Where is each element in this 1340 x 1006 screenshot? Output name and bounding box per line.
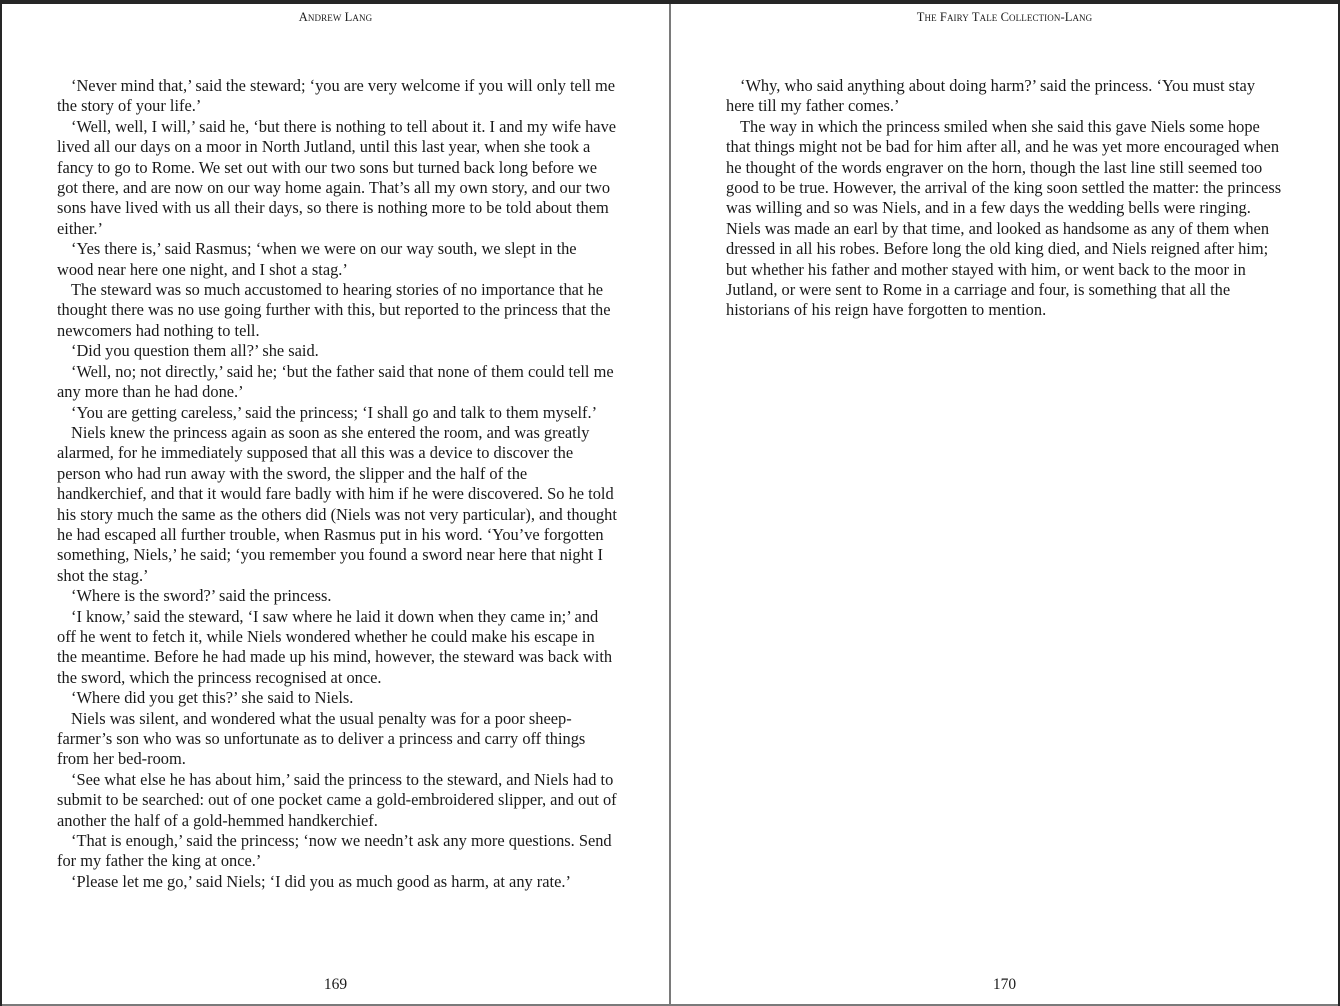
paragraph: ‘Did you question them all?’ she said.	[71, 341, 319, 361]
paragraph: ‘You are getting careless,’ said the princess; ‘I shall go and talk to them myself.’	[71, 402, 598, 422]
paragraph: ‘I know,’ said the steward, ‘I saw where he laid it down when they came in;’ and off he went to fetch it, while Niels wondered whether he could make his escape in the meantime. Before he had made up his mind, however, the steward was back with the sword, which the princess recognised at once.	[57, 606, 613, 687]
paragraph: ‘Where is the sword?’ said the princess.	[71, 586, 332, 606]
running-head-title: The Fairy Tale Collection-Lang	[916, 10, 1093, 24]
paragraph: The steward was so much accustomed to hearing stories of no importance that he thought there was no use going further with this, but reported to the princess that the newcomers had nothing to tell.	[57, 280, 611, 340]
paragraph: ‘Well, well, I will,’ said he, ‘but there is nothing to tell about it. I and my wife have lived all our days on a moor in North Jutland, until this last year, when she took a fancy to go to Rome. We set out with our two sons but turned back long before we got there, and are now on our way home again. That’s all my own story, and our two sons have lived with us all their days, so there is nothing more to be told about them either.’	[57, 116, 617, 238]
paragraph: Niels knew the princess again as soon as she entered the room, and was greatly alarmed, for he immediately supposed that all this was a device to discover the person who had run away with the sword, the slipper and the half of the handkerchief, and that it would fare badly with him if he were discovered. So he told his story much the same as the others did (Niels was not very particular), and thought he had escaped all further trouble, when Rasmus put in his word. ‘You’ve forgotten something, Niels,’ he said; ‘you remember you found a sword near here that night I shot the stag.’	[57, 422, 617, 585]
page-body-text	[57, 76, 617, 892]
page-number: 169	[323, 976, 348, 993]
paragraph: ‘Please let me go,’ said Niels; ‘I did you as much good as harm, at any rate.’	[71, 871, 571, 891]
paragraph: ‘Where did you get this?’ she said to Niels.	[71, 688, 354, 708]
left-page[interactable]	[2, 4, 669, 1006]
paragraph: ‘Well, no; not directly,’ said he; ‘but the father said that none of them could tell me any more than he had done.’	[57, 361, 614, 402]
paragraph: ‘Yes there is,’ said Rasmus; ‘when we were on our way south, we slept in the wood near here one night, and I shot a stag.’	[57, 239, 577, 279]
paragraph: ‘That is enough,’ said the princess; ‘now we needn’t ask any more questions. Send for my father the king at once.’	[57, 831, 612, 871]
paragraph: ‘Never mind that,’ said the steward; ‘you are very welcome if you will only tell me the story of your life.’	[57, 76, 616, 116]
running-head-author: Andrew Lang	[298, 10, 373, 24]
paragraph: Niels was silent, and wondered what the usual penalty was for a poor sheep-farmer’s son who was so unfortunate as to deliver a princess and carry off things from her bed-room.	[57, 708, 586, 769]
paragraph: ‘Why, who said anything about doing harm?’ said the princess. ‘You must stay here till my father comes.’	[726, 76, 1256, 116]
right-page[interactable]	[671, 4, 1338, 1006]
page-body-text	[726, 76, 1286, 321]
page-number: 170	[992, 976, 1017, 993]
paragraph: ‘See what else he has about him,’ said the princess to the steward, and Niels had to submit to be searched: out of one pocket came a gold-embroidered slipper, and out of another the half of a gold-hemmed handkerchief.	[57, 769, 617, 830]
paragraph: The way in which the princess smiled when she said this gave Niels some hope that things might not be bad for him after all, and he was yet more encouraged when he thought of the words engraver on the horn, though the last line still seemed too good to be true. However, the arrival of the king soon settled the matter: the princess was willing and so was Niels, and in a few days the wedding bells were ringing. Niels was made an earl by that time, and looked as handsome as any of them when dressed in all his robes. Before long the old king died, and Niels reigned after him; but whether his father and mother stayed with him, or went back to the moor in Jutland, or were sent to Rome in a carriage and four, is something that all the historians of his reign have forgotten to mention.	[726, 116, 1282, 320]
